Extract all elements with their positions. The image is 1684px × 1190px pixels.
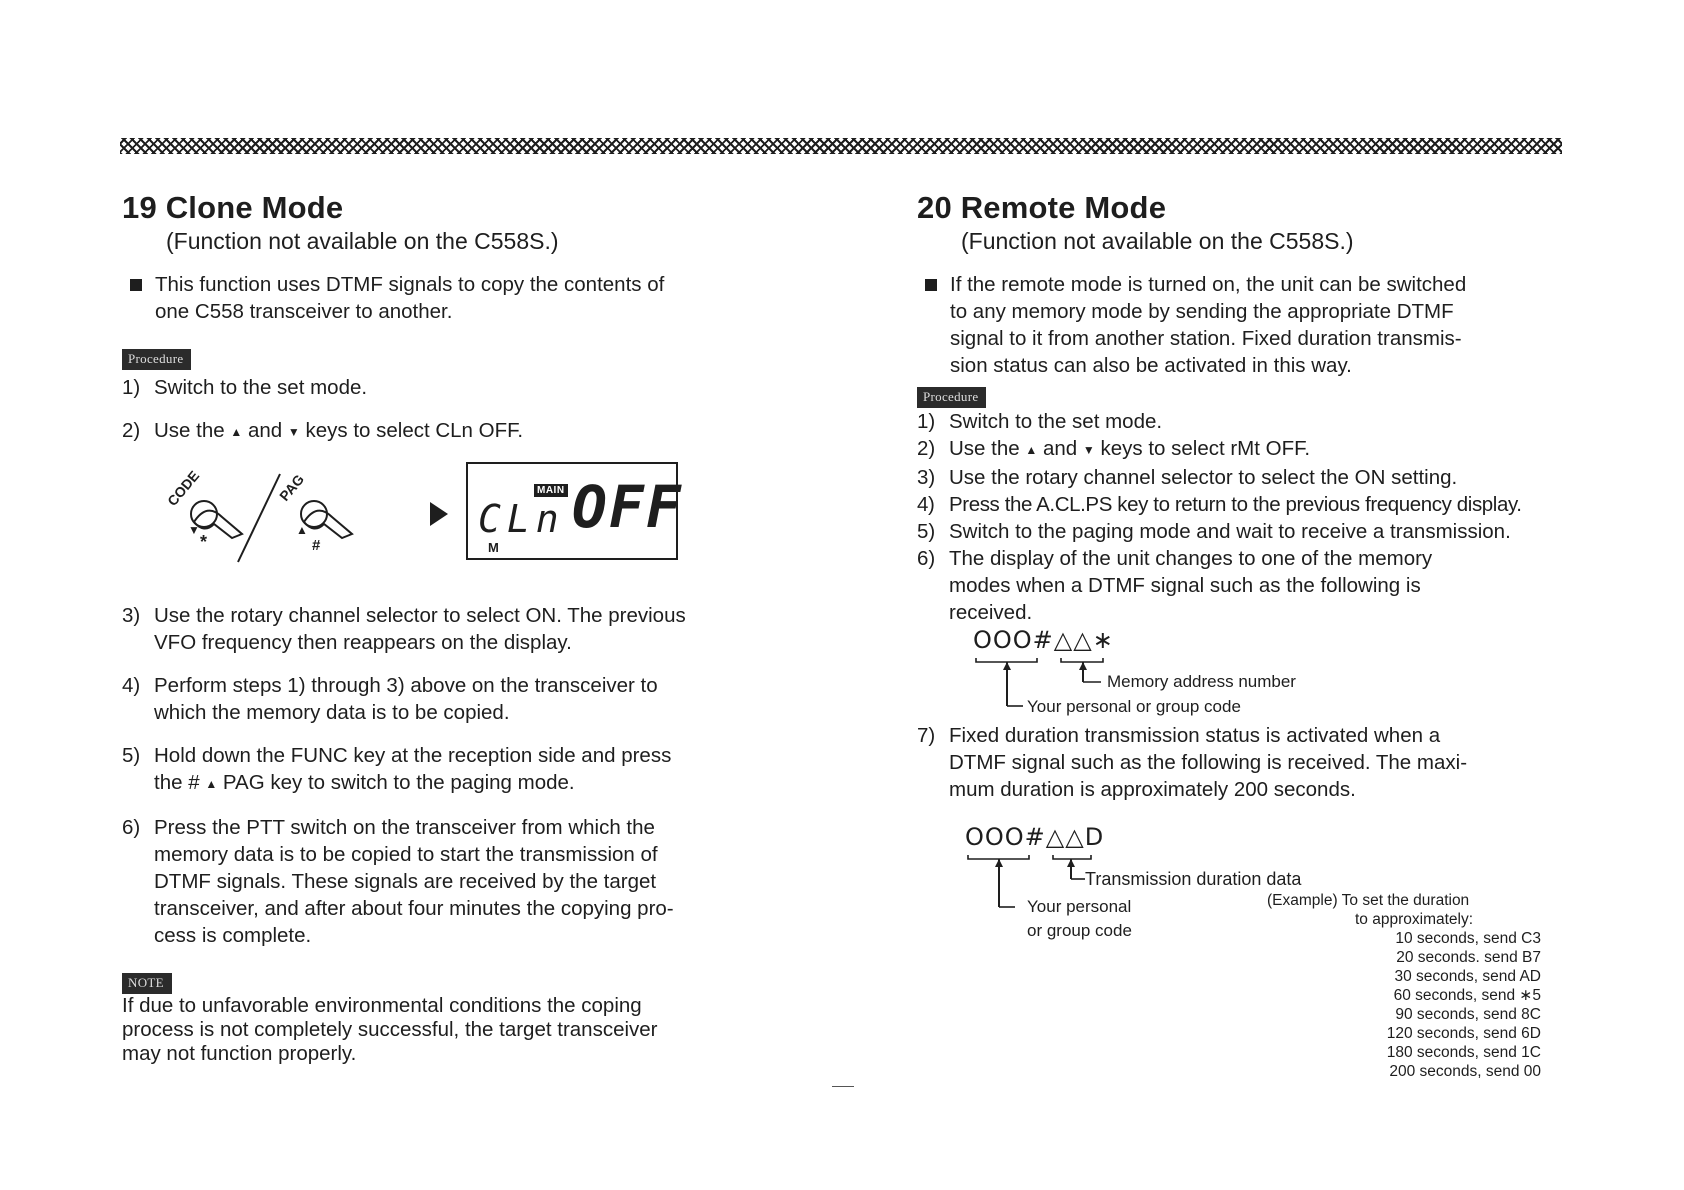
main-indicator: MAIN [534,484,568,497]
step-number: 1) [122,376,141,399]
text-line: sion status can also be activated in this way. [950,354,1352,377]
list-item: 60 seconds, send ∗5 [1393,987,1541,1004]
star-label: * [200,532,208,552]
step-number: 5) [917,520,936,543]
bullet-square-icon [130,279,142,291]
dtmf-code-example-1 [973,626,1577,720]
text-line: Fixed duration transmission status is activated when a [949,724,1441,747]
slash-divider [238,474,280,562]
step-7 [917,722,1577,803]
personal-code-label: Your personal or group code [1027,697,1241,716]
text-line: mum duration is approximately 200 seconds. [949,778,1356,801]
intro-bullet [917,271,1577,379]
intro-bullet [122,271,762,325]
text: the # [154,771,200,794]
section-subtitle: (Function not available on the C558S.) [166,228,559,254]
down-arrow-icon: ▼ [1082,443,1095,457]
text-line: which the memory data is to be copied. [154,701,510,724]
list-item: 180 seconds, send 1C [1386,1044,1541,1061]
step-1 [122,374,762,401]
step-2 [122,417,762,446]
clone-mode-section [122,190,762,1066]
text: PAG key to switch to the paging mode. [222,771,575,794]
text-line: DTMF signals. These signals are received by the target [154,870,657,893]
code-key-label: CODE [164,467,203,509]
remote-mode-section [917,190,1577,1083]
decorative-top-band [120,138,1562,154]
text: Use the [154,419,225,442]
key-and-display-figure [122,462,762,582]
step-5 [122,742,762,798]
text-line: If the remote mode is turned on, the unit can be switched [950,273,1467,296]
text-line: signal to it from another station. Fixed duration transmis- [950,327,1462,350]
text: and [1042,437,1078,460]
example-sub-label: to approximately: [1355,911,1474,928]
text-line: transceiver, and after about four minutes the copying pro- [154,897,674,920]
dtmf-code: OOO#△△∗ [973,626,1114,654]
up-arrow-icon: ▲ [1025,443,1038,457]
text: keys to select rMt OFF. [1100,437,1311,460]
hash-label: # [312,537,321,554]
finger-icon [304,511,352,538]
text-line: modes when a DTMF signal such as the following is [949,574,1421,597]
text-line: received. [949,601,1033,624]
down-arrow-icon: ▼ [287,425,300,439]
step-number: 7) [917,724,936,747]
note-tag: NOTE [122,973,172,994]
step-number: 3) [917,466,936,489]
step-4 [122,672,762,726]
text: Use the rotary channel selector to select the ON setting. [949,466,1458,489]
step-number: 5) [122,744,141,767]
text-line: Hold down the FUNC key at the reception side and press [154,744,672,767]
section-title: 19 Clone Mode [122,190,344,225]
duration-data-label: Transmission duration data [1085,869,1302,889]
procedure-tag: Procedure [122,349,191,370]
dtmf-code-example-2 [965,823,1577,1083]
lcd-off-text: OFF [572,473,683,541]
step-number: 4) [122,674,141,697]
list-item: 200 seconds, send 00 [1389,1063,1541,1080]
text: Switch to the paging mode and wait to receive a transmission. [949,520,1511,543]
text-line: process is not completely successful, the target transceiver [122,1018,658,1041]
dtmf-code: OOO#△△D [965,823,1105,851]
text-line: The display of the unit changes to one of the memory [949,547,1433,570]
step-number: 3) [122,604,141,627]
up-arrow-icon: ▲ [230,425,243,439]
text: Use the [949,437,1020,460]
bullet-square-icon [925,279,937,291]
section-subtitle: (Function not available on the C558S.) [961,228,1354,254]
up-arrow-icon: ▲ [296,523,308,537]
step-2 [917,435,1577,464]
step-6 [917,545,1577,626]
list-item: 90 seconds, send 8C [1395,1006,1541,1023]
list-item: 120 seconds, send 6D [1386,1025,1541,1042]
text-line: Press the PTT switch on the transceiver from which the [154,816,655,839]
text-line: If due to unfavorable environmental conditions the coping [122,994,642,1017]
step-number: 1) [917,410,936,433]
text-line: may not function properly. [122,1042,357,1065]
page-mark [832,1086,854,1087]
step-number: 2) [122,419,141,442]
step-6 [122,814,762,949]
step-number: 6) [917,547,936,570]
memory-address-label: Memory address number [1107,672,1296,691]
text-line [154,769,762,798]
text-line: Perform steps 1) through 3) above on the transceiver to [154,674,658,697]
down-arrow-icon: ▼ [188,523,200,537]
text-line: DTMF signal such as the following is received. The maxi- [949,751,1468,774]
duration-examples-list [1355,929,1541,1081]
up-arrow-icon: ▲ [205,777,218,791]
step-4 [917,491,1577,518]
procedure-tag: Procedure [917,387,986,408]
text-line: Use the rotary channel selector to select ON. The previous [154,604,686,627]
text-line: memory data is to be copied to start the transmission of [154,843,658,866]
list-item: 20 seconds. send B7 [1396,949,1541,966]
step-number: 6) [122,816,141,839]
text: keys to select CLn OFF. [305,419,524,442]
example-label: (Example) To set the duration [1267,892,1470,909]
step-number: 2) [917,437,936,460]
lcd-display [466,462,683,560]
right-arrow-icon [430,502,448,526]
list-item: 10 seconds, send C3 [1395,930,1541,947]
step-number: 4) [917,493,935,516]
text-line: Switch to the set mode. [154,376,368,399]
personal-code-label: Your personal [1027,897,1132,916]
section-title: 20 Remote Mode [917,190,1167,225]
step-3 [122,602,762,656]
text: Press the A.CL.PS key to return to the previous frequency display. [949,493,1522,516]
text-line: one C558 transceiver to another. [155,300,453,323]
text-line: cess is complete. [154,924,312,947]
note-text [122,994,762,1066]
text: Switch to the set mode. [949,410,1163,433]
key-press-illustration [152,462,472,572]
lcd-cln-text: CLn [478,497,565,541]
list-item: 30 seconds, send AD [1394,968,1541,985]
personal-code-label: or group code [1027,921,1132,940]
step-5 [917,518,1577,545]
text-line: VFO frequency then reappears on the display. [154,631,572,654]
pag-key-label: PAG [276,471,308,504]
text-line: to any memory mode by sending the appropriate DTMF [950,300,1454,323]
step-1 [917,408,1577,435]
text: and [247,419,283,442]
text-line: This function uses DTMF signals to copy the contents of [155,273,665,296]
lcd-m-indicator: M [488,540,499,555]
step-3 [917,464,1577,491]
